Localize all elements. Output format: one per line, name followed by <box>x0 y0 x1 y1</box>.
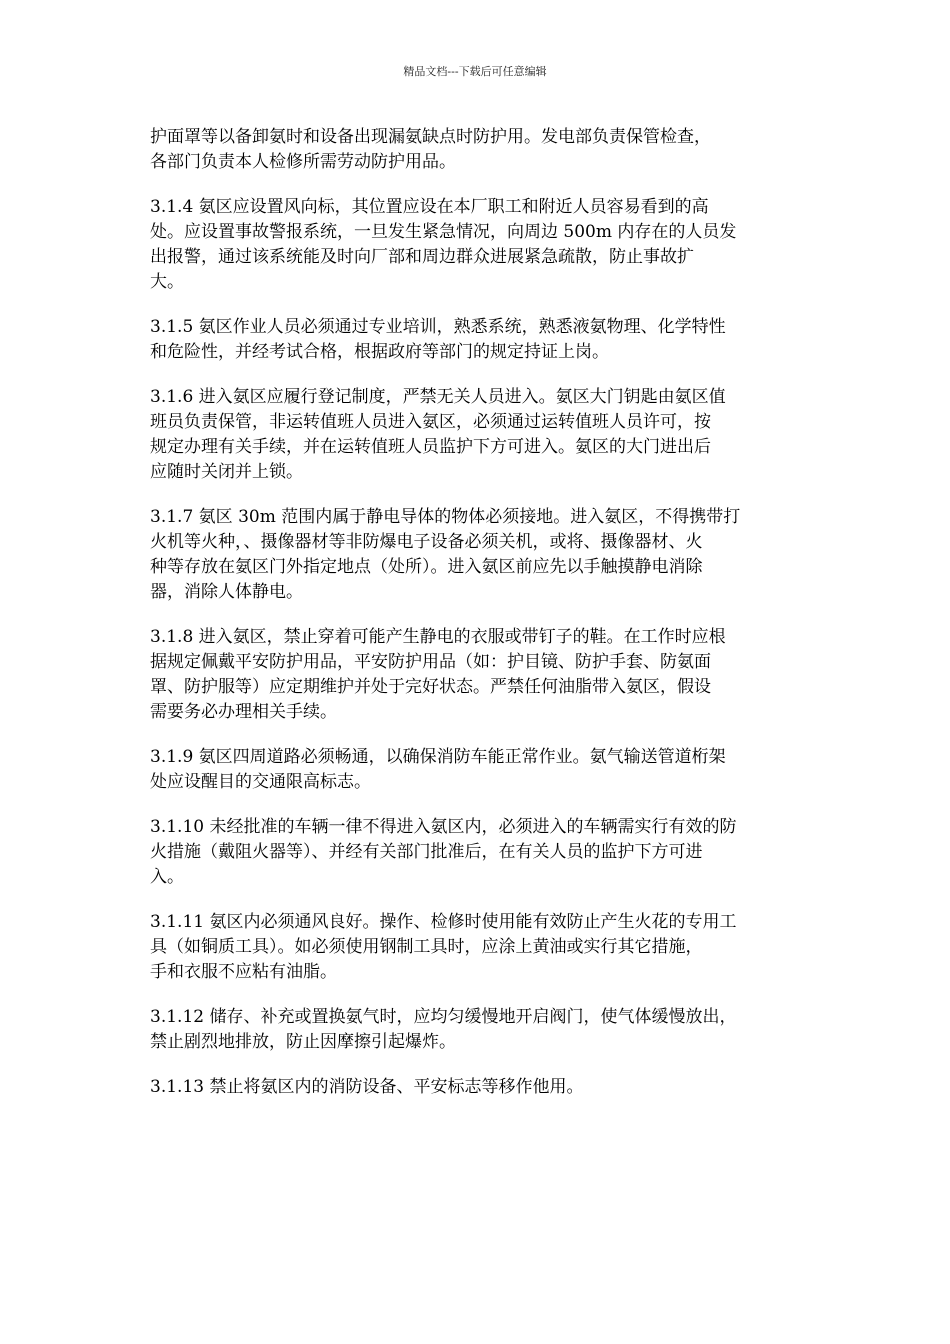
page-header: 精品文档---下载后可任意编辑 <box>403 65 547 78</box>
paragraph-line: 处应设醒目的交通限高标志。 <box>150 772 371 792</box>
paragraph-line: 3.1.12 储存、补充或置换氨气时，应均匀缓慢地开启阀门，使气体缓慢放出， <box>150 1007 737 1027</box>
document-body <box>150 125 800 1120</box>
paragraph-line: 具（如铜质工具）。如必须使用钢制工具时，应涂上黄油或实行其它措施， <box>150 937 703 957</box>
paragraph-line: 3.1.11 氨区内必须通风良好。操作、检修时使用能有效防止产生火花的专用工 <box>150 912 737 932</box>
paragraph-line: 处。应设置事故警报系统，一旦发生紧急情况，向周边 500m 内存在的人员发 <box>150 222 737 242</box>
paragraph-line: 3.1.5 氨区作业人员必须通过专业培训，熟悉系统，熟悉液氨物理、化学特性 <box>150 317 726 337</box>
paragraph <box>150 815 800 890</box>
paragraph <box>150 745 800 795</box>
paragraph <box>150 125 800 175</box>
paragraph-line: 应随时关闭并上锁。 <box>150 462 303 482</box>
paragraph <box>150 385 800 485</box>
paragraph <box>150 910 800 985</box>
paragraph-line: 火机等火种，、摄像器材等非防爆电子设备必须关机，或将、摄像器材、火 <box>150 532 703 552</box>
paragraph-line: 手和衣服不应粘有油脂。 <box>150 962 337 982</box>
paragraph-line: 3.1.6 进入氨区应履行登记制度，严禁无关人员进入。氨区大门钥匙由氨区值 <box>150 387 726 407</box>
paragraph-line: 大。 <box>150 272 184 292</box>
paragraph-line: 出报警，通过该系统能及时向厂部和周边群众进展紧急疏散，防止事故扩 <box>150 247 694 267</box>
paragraph-line: 3.1.10 未经批准的车辆一律不得进入氨区内，必须进入的车辆需实行有效的防 <box>150 817 737 837</box>
paragraph-line: 3.1.13 禁止将氨区内的消防设备、平安标志等移作他用。 <box>150 1077 584 1097</box>
paragraph-line: 规定办理有关手续，并在运转值班人员监护下方可进入。氨区的大门进出后 <box>150 437 711 457</box>
paragraph-line: 器，消除人体静电。 <box>150 582 303 602</box>
paragraph-line: 需要务必办理相关手续。 <box>150 702 337 722</box>
paragraph-line: 3.1.7 氨区 30m 范围内属于静电导体的物体必须接地。进入氨区，不得携带打 <box>150 507 741 527</box>
paragraph-line: 禁止剧烈地排放，防止因摩擦引起爆炸。 <box>150 1032 456 1052</box>
paragraph-line: 种等存放在氨区门外指定地点（处所）。进入氨区前应先以手触摸静电消除 <box>150 557 703 577</box>
paragraph-line: 各部门负责本人检修所需劳动防护用品。 <box>150 152 456 172</box>
paragraph-line: 罩、防护服等）应定期维护并处于完好状态。严禁任何油脂带入氨区，假设 <box>150 677 711 697</box>
paragraph <box>150 1075 800 1100</box>
paragraph-line: 护面罩等以备卸氨时和设备出现漏氨缺点时防护用。发电部负责保管检查， <box>150 127 711 147</box>
paragraph-line: 班员负责保管，非运转值班人员进入氨区，必须通过运转值班人员许可，按 <box>150 412 711 432</box>
paragraph-line: 和危险性，并经考试合格，根据政府等部门的规定持证上岗。 <box>150 342 609 362</box>
paragraph-line: 3.1.9 氨区四周道路必须畅通，以确保消防车能正常作业。氨气输送管道桁架 <box>150 747 726 767</box>
paragraph <box>150 1005 800 1055</box>
paragraph <box>150 505 800 605</box>
paragraph-line: 3.1.4 氨区应设置风向标，其位置应设在本厂职工和附近人员容易看到的高 <box>150 197 709 217</box>
paragraph <box>150 195 800 295</box>
paragraph-line: 据规定佩戴平安防护用品，平安防护用品（如：护目镜、防护手套、防氨面 <box>150 652 711 672</box>
paragraph-line: 3.1.8 进入氨区，禁止穿着可能产生静电的衣服或带钉子的鞋。在工作时应根 <box>150 627 726 647</box>
paragraph-line: 火措施（戴阻火器等）、并经有关部门批准后，在有关人员的监护下方可进 <box>150 842 703 862</box>
paragraph <box>150 625 800 725</box>
paragraph-line: 入。 <box>150 867 184 887</box>
paragraph <box>150 315 800 365</box>
